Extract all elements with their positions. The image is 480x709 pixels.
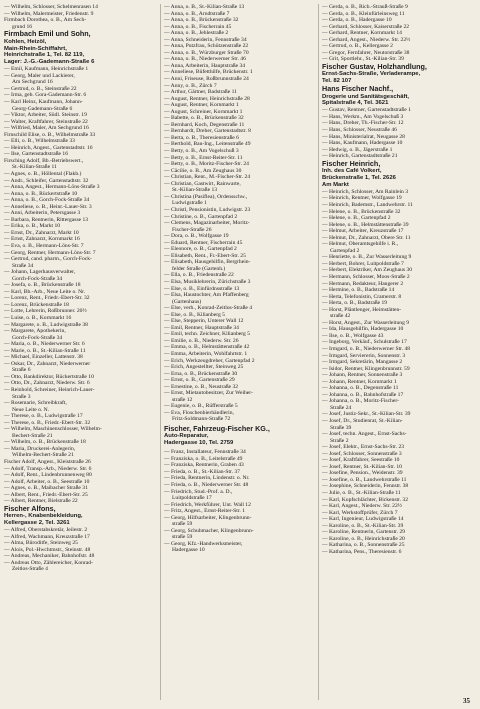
- directory-entry: — Eugenie, o. B., Rüfferstraße 5: [164, 403, 238, 410]
- directory-entry: — Wilfried, Maler, Am Sechgrund 16: [4, 125, 89, 132]
- directory-entry: — Anni, Friseuse, Roßbrunnstraße 24: [164, 76, 249, 83]
- directory-entry: — Elisabeth, Rent., Fr.-Ebert-Str. 25: [164, 252, 246, 259]
- directory-entry: — Alfred, Wachmann, Kreuzstraße 17: [4, 533, 90, 540]
- directory-entry: — Anni, Arbeiterin, Petersgasse 3: [4, 210, 81, 217]
- directory-entry: Luitpoldstraße 17: [172, 495, 212, 502]
- directory-entry: — Anna, o. B., Brückenstraße 32: [164, 17, 239, 24]
- directory-entry: — Gerhard, Rentner, Kornmarkt 14: [322, 30, 402, 37]
- directory-entry: — Albert, Rent., Friedr.-Ebert-Str. 25: [4, 491, 88, 498]
- directory-entry: — Agnes, o. B., Maibacher Straße 31: [4, 485, 88, 492]
- directory-entry: Straße 6: [12, 367, 31, 374]
- directory-entry: — Lorenz, Brückenstraße 18: [4, 301, 69, 308]
- directory-entry: Straße 24: [330, 404, 352, 411]
- directory-entry: — Andreas Otto, Zählereicher, Konrad-: [4, 559, 93, 566]
- directory-entry: — Marie, o. B., St.-Kilian-Straße 11: [4, 347, 86, 354]
- column-divider: [318, 4, 319, 700]
- directory-entry: — Alois, Pol.-Hwchtmstr., Steinstr. 48: [4, 546, 91, 553]
- directory-entry: — Gerhard, Schlosser, Kaiserstraße 22: [322, 23, 410, 30]
- directory-entry: — Ernst, o. B., Gartenstraße 29: [164, 377, 235, 384]
- directory-entry: — Josef, techn. Angest., Ernst-Sachs-: [322, 431, 407, 438]
- directory-entry: — Berta, o. B., Theresienstraße 6: [164, 134, 239, 141]
- directory-entry: — Wilhelm, o. B., Brückenstraße 18: [4, 439, 86, 446]
- directory-entry: — Karl, Kopfschlächter, Bickenstr. 32: [322, 496, 408, 503]
- directory-entry: — Ilse, Gartenstadtstraße 16: [4, 151, 68, 158]
- directory-entry: — Bernhardt, Dreher, Gartenstadtstr. 8: [164, 128, 251, 135]
- directory-entry: — Heinrich, Schlosser, Am Rainlein 3: [322, 188, 409, 195]
- directory-entry: — Maria, o. B., Niederwerner Str. 6: [4, 341, 85, 348]
- business-detail: Kohlen, Heizöl,: [4, 38, 47, 45]
- directory-entry: — Gertrud, o. B., Kellergasse 2: [322, 43, 393, 50]
- directory-entry: — Eleonore, o. B., Gartenpfad 2: [164, 246, 237, 253]
- directory-entry: — Gerhard, Angest., Niederw. Str. 22½: [322, 36, 411, 43]
- directory-entry: — Betty, o. B., Moritz-Fischer-Str. 24: [164, 161, 249, 168]
- directory-entry: — Emil, Kaufmann, Heinrichstraße 1: [4, 66, 89, 73]
- directory-entry: — Karoline, o. B., Heinrichstraße 20: [322, 535, 405, 542]
- directory-entry: — Anneliese, Büfetthilfe, Brückenstr. 1: [164, 69, 253, 76]
- directory-entry: — Karl, Angest., Niederw. Str. 22½: [322, 503, 402, 510]
- directory-entry: — Wilhelm, Malermeister, Friedenstr. 9: [4, 10, 94, 17]
- directory-entry: — Margarete, Apothekerin,: [4, 328, 66, 335]
- directory-entry: — Heinrich, Gartenstadtstraße 21: [322, 153, 398, 160]
- business-detail: Spitalstraße 4, Tel. 3621: [322, 100, 389, 107]
- directory-entry: — Karoline, Rentnerin, Gartenstr. 29: [322, 529, 406, 536]
- directory-entry: — August, Rentner, Kornmarkt 1: [164, 102, 239, 109]
- directory-entry: — Adolf, Arbeiter, o. B., Seestraße 10: [4, 478, 90, 485]
- directory-entry: grund 16: [12, 23, 33, 30]
- directory-entry: — Otto, Dr., Zahnarzt, Niederw. Str. 6: [4, 380, 90, 387]
- directory-entry: — Erna, o. B., Brückenstraße 30: [164, 370, 238, 377]
- page-number: 35: [463, 697, 470, 705]
- directory-entry: — Elisabeth, Hausgehilfin, Bergrhein-: [164, 259, 251, 266]
- directory-entry: — Hermann, Schlosser, Moos-Straße 2: [322, 273, 410, 280]
- directory-entry: — Hermine, o. B., Badstraße 14: [322, 287, 395, 294]
- directory-entry: — Karl, Bb.-Arb., Neue Leite o. Nr.: [4, 288, 86, 295]
- directory-entry: — Franziska, Rentnerin, Graben 43: [164, 462, 244, 469]
- directory-entry: — Grit, Sportlehr., St.-Kilian-Str. 39: [322, 56, 404, 63]
- directory-entry: — Andreas, Mechaniker, Bahnhofstr. 48: [4, 553, 95, 560]
- directory-entry: — Christian, Rent., M.-Fischer-Str. 24: [164, 174, 251, 181]
- directory-entry: St.-Kilian-Straße 11: [12, 164, 57, 171]
- directory-entry: — Heinrich, Rentner, Wolfgasse 19: [322, 195, 402, 202]
- business-detail: Heinrichstraße 1, Tel. 82 119,: [4, 52, 85, 59]
- directory-entry: Georg-Gademann-Straße 6: [12, 105, 73, 112]
- directory-entry: — Margarete, o. B., Ludwigstraße 38: [4, 321, 88, 328]
- directory-entry: — Gertrud, o. B., Steinstraße 22: [4, 85, 77, 92]
- directory-entry: — Christina (Pasiflea), Ordensschw.,: [164, 193, 248, 200]
- directory-entry: — Anny, o. B., Zürch 7: [164, 82, 217, 89]
- directory-entry: — Anna, Angest., Hermann-Löns-Straße 3: [4, 184, 100, 191]
- directory-entry: — Helmut, Dr., Zahnarzt, Obere Str. 11: [322, 234, 411, 241]
- directory-entry: — Ernst, Mietautobesitzer, Zur Weiher-: [164, 390, 253, 397]
- directory-entry: — Anneliese, o. B., Heinr.-Lauer-Str. 3: [4, 203, 92, 210]
- directory-entry: — Ernst, Zahnarzt, Kornmarkt 16: [4, 236, 80, 243]
- directory-entry: St.-Kilian-Straße 13: [172, 187, 218, 194]
- directory-entry: — Anna, o. B., Niederwerner Str. 46: [164, 56, 246, 63]
- directory-entry: — Herbert, Elektriker, Am Zeughaus 30: [322, 267, 413, 274]
- directory-entry: — Johanna, o. B., Moritz-Fischer-: [322, 398, 399, 405]
- directory-entry: — Georg, Rentner, Hermann-Löns-Str. 7: [4, 249, 96, 256]
- directory-entry: — Fritz, Angest., Ernst-Reiter-Str. 1: [164, 508, 245, 515]
- directory-entry: — Katharina, Pens., Theresienstr. 6: [322, 548, 402, 555]
- directory-entry: — Anna, o. B., Rückertstraße 10: [4, 190, 78, 197]
- directory-entry: — Albert, Rentner, Bielstraße 22: [4, 498, 78, 505]
- directory-entry: — Georg, Kfz.-Handwerksmeister,: [164, 540, 243, 547]
- business-heading: Hans Fischer Nachf.,: [322, 85, 394, 94]
- directory-entry: (Gartenhaus): [172, 298, 202, 305]
- directory-entry: — Anna, o. B., Gorch-Fock-Straße 34: [4, 197, 90, 204]
- directory-entry: — Barbara, Rentnerin, Rittergasse 13: [4, 216, 89, 223]
- directory-entry: — Christine, o. B., Gartenpfad 2: [164, 213, 238, 220]
- directory-entry: — Helene, o. B., Brückenstraße 32: [322, 208, 401, 215]
- directory-entry: straße 59: [172, 521, 193, 528]
- directory-entry: — Cäcilie, o. B., Am Zeughaus 30: [164, 167, 242, 174]
- directory-entry: — Karl Heinz, Kaufmann, Johann-: [4, 98, 83, 105]
- directory-entry: — Reinhold, Schreiner, Heinrich-Lauer-: [4, 387, 95, 394]
- directory-entry: — Herta, Telefonistin, Cramerstr. 8: [322, 293, 402, 300]
- directory-entry: — Johann, Rentner, Kornmarkt 1: [322, 378, 397, 385]
- business-heading: Fischer Alfons,: [4, 504, 56, 513]
- directory-entry: — Rosemarie, Schreibkraft,: [4, 400, 67, 407]
- directory-entry: — Gertrud, cand. pharm., Gorch-Fock-: [4, 256, 92, 263]
- directory-entry: — Ilse, o. B., Wolfgasse 43: [322, 332, 384, 339]
- directory-entry: — Else, o. B., Einfürdnsstraße 13: [164, 285, 240, 292]
- column-1: [4, 4, 156, 700]
- directory-entry: — Agnes, o. B., Höllental (Flakb.): [4, 170, 82, 177]
- directory-entry: — Else, o. B., Kilianberg 5: [164, 311, 225, 318]
- directory-entry: — Josef, Schlosser, Sonnenstraße 3: [322, 450, 402, 457]
- directory-entry: — Emilie, o. B., Niederw. Str. 26: [164, 337, 239, 344]
- directory-entry: — Anna, o. B., Jehlestraße 2: [164, 30, 229, 37]
- directory-entry: — Franziska, o. B., Leitelstraße 49: [164, 455, 243, 462]
- directory-entry: — Anna, o. B., Würzburger Straße 70: [164, 49, 249, 56]
- column-2: [164, 4, 316, 700]
- business-heading: Firmbach Emil und Sohn,: [4, 30, 91, 39]
- directory-entry: — Helmut, Arbeiter, Kreuzstraße 17: [322, 228, 404, 235]
- directory-entry: — Eduard, Rentner, Fischerrain 45: [164, 239, 243, 246]
- directory-entry: — Anna, o. B., St.-Kilian-Straße 13: [164, 4, 245, 10]
- directory-entry: — Luise, o. B., Kornmarkt 16: [4, 315, 72, 321]
- directory-entry: Gartenpfad 2: [330, 247, 360, 254]
- directory-entry: — Josefine, Pension., Weidenstr. 39: [322, 470, 403, 477]
- directory-entry: — Michael, Einzeller, Lattenstr. 38: [4, 354, 83, 361]
- directory-entry: — Ella, o. B., Friedenstraße 22: [164, 272, 234, 279]
- directory-entry: — Emil, Rentner, Hauptstraße 34: [164, 324, 239, 331]
- business-detail: Herren-, Knabenbekleidung,: [4, 513, 83, 520]
- directory-entry: — Irmgard, Sekretärin, Mangasse 2: [322, 359, 403, 366]
- directory-entry: Firmbach Dorothea, o. B., Am Sech-: [4, 17, 87, 24]
- directory-entry: — Josef, Elektr., Ernst-Sachs-Str. 23: [322, 444, 405, 451]
- directory-entry: Fischer Adolf, Angest., Kleiststraße 26: [4, 459, 91, 466]
- directory-entry: — Dora, o. B., Wolfgasse 19: [164, 233, 229, 240]
- directory-entry: — Karoline, o. B., St.-Kilian-Str. 39: [322, 522, 404, 529]
- directory-entry: — Herta, o. B., Badstraße 19: [322, 300, 388, 307]
- business-heading: Fischer Gustav, Holzhandlung,: [322, 62, 427, 71]
- directory-entry: — Johann, Rentner, Sonnenstraße 3: [322, 372, 403, 379]
- directory-entry: — Katharina, o. B., Sonnenstraße 25: [322, 542, 405, 549]
- directory-entry: — Alfred, Oberstabskretär, Jeilestr. 2: [4, 527, 88, 534]
- directory-entry: — Adolf, Rent., Lindenbrunnenweg 80: [4, 472, 92, 479]
- directory-entry: — Frieda, Rentnerin, Lindenstr. o. Nr.: [164, 475, 250, 482]
- directory-entry: — Gustav, Rentner, Gartenstadtstraße 1: [322, 107, 411, 114]
- directory-entry: — Henriette, o. B., Zur Wasserleitung 9: [322, 254, 412, 261]
- directory-entry: — Josefa, o. B., Brückenstraße 18: [4, 282, 81, 289]
- directory-entry: — Georg, Hilfsarbeiter, Klingenbrunn-: [164, 514, 252, 521]
- directory-entry: — Emma, Arbeiterin, Wohlfahrtstr. 1: [164, 350, 248, 357]
- directory-entry: Am Sechgrund 16: [12, 79, 53, 86]
- directory-entry: — Gerda, o. B., Rich.-Strauß-Straße 9: [322, 4, 408, 10]
- directory-entry: — Johanna, o. B., Degenstraße 11: [322, 385, 399, 392]
- directory-entry: — Heinrich, Bademstr., Landwehrstr. 11: [322, 201, 413, 208]
- directory-entry: — Anna, Arbeiterin, Hauptstraße 34: [164, 62, 246, 69]
- directory-entry: — Horst, Pläntlenger, Heimstätten-: [322, 306, 402, 313]
- business-detail: Tel. 82 107: [322, 78, 352, 85]
- business-detail: Hadergasse 10, Tel. 2759: [164, 440, 234, 447]
- directory-entry: — Betty, o. B., Ernst-Reiter-Str. 11: [164, 154, 243, 161]
- business-detail: Drogerie und Sanitätsgeschäft,: [322, 93, 410, 100]
- directory-entry: — Otto, Bankdirektor, Rückertstraße 10: [4, 373, 94, 380]
- directory-entry: — Josephine, Schneiderin, Fennstr. 38: [322, 483, 409, 490]
- directory-entry: — August, Rentner, Heinrichstraße 28: [164, 95, 250, 102]
- directory-entry: — Christl, Pensionistin, Ludwigstr. 23: [164, 206, 251, 213]
- business-heading: Fischer Heinrich,: [322, 159, 381, 168]
- directory-entry: — Eva, o. B., Hermann-Löns-Str. 7: [4, 242, 84, 249]
- directory-entry: — Karl, Ingenieur, Ludwigstraße 14: [322, 516, 404, 523]
- directory-entry: — Arthur, Gärtner, Badstraße 11: [164, 89, 237, 96]
- directory-entry: — Therese, o. B., Friedr.-Ebert-Str. 32: [4, 419, 91, 426]
- directory-entry: — Hans, Dreher, Th.-Fischer-Str. 12: [322, 120, 404, 127]
- directory-entry: Zeitlos-Straße 4: [12, 566, 48, 573]
- directory-entry: — Betty, o. B., Am Vogelschuß 3: [164, 148, 239, 155]
- directory-entry: — Ida, Hausgehilfin, Hadergasse 10: [322, 326, 404, 333]
- directory-entry: — Josef, Justiz-Sekr., St.-Kilian-Str. 39: [322, 411, 411, 418]
- business-detail: Ernst-Sachs-Straße, Verladerampe,: [322, 71, 421, 78]
- directory-entry: — Anna, Putzfrau, Schützenstraße 22: [164, 43, 249, 50]
- directory-entry: — Elsa, Musiklehrerin, Zürichstraße 3: [164, 278, 251, 285]
- directory-entry: — Hedwig, o. B., Jägerstraße 1: [322, 146, 393, 153]
- directory-entry: — Ernestine, o. B., Neustraße 32: [164, 383, 239, 390]
- directory-entry: — August, Schreiner, Kornmarkt 1: [164, 108, 243, 115]
- directory-entry: — Lotte, Lehrerin, Roßbrunner. 20½: [4, 308, 87, 315]
- directory-entry: Firsching Adolf, Bb.-Betriebswert.,: [4, 157, 84, 164]
- directory-entry: — Johann, Lagerhausverwalter,: [4, 269, 76, 276]
- directory-entry: — Oskar, Dr., Zahnarzt, Niederwerner: [4, 360, 91, 367]
- directory-entry: — Julie, o. B., St.-Kilian-Straße 11: [322, 490, 401, 497]
- directory-entry: straße 12: [172, 396, 193, 403]
- directory-entry: — Helene, o. B., Gartenpfad 2: [322, 215, 391, 222]
- directory-entry: — Josef, Rentner, St.-Kilian-Str. 10: [322, 463, 402, 470]
- directory-entry: — Adolf, Transp.-Arb., Niederw. Str. 6: [4, 465, 92, 472]
- business-heading: Fischer, Fahrzeug-Fischer KG.,: [164, 425, 270, 433]
- directory-entry: — Christian, Gastwirt, Rainwarte,: [164, 180, 241, 187]
- directory-entry: Ludwigstraße 1: [172, 200, 207, 207]
- directory-entry: — Josef, Kraftfahrer, Seestraße 10: [322, 457, 400, 464]
- directory-entry: — Anna, Schneiderin, Fennstraße 34: [164, 36, 247, 43]
- directory-entry: — Erich, Werkzeugdreher, Gartenpfad 2: [164, 357, 255, 364]
- directory-entry: — Irmgard, Serviererin, Sonnenstr. 3: [322, 352, 406, 359]
- directory-entry: — Gerda, o. B., Kleinfürleinsweg 11: [322, 10, 405, 17]
- directory-entry: — Horst, Angest., Zur Wasserleitung 9: [322, 319, 410, 326]
- directory-entry: — Berthold, Bau-Ing., Leitenstraße 49: [164, 141, 251, 148]
- business-detail: Am Markt: [322, 181, 349, 188]
- directory-entry: — Ernst, Dr., Zahnarzt, Markt 10: [4, 229, 79, 236]
- directory-entry: — Wilhelm, Maschinenschlosser, Wilhelm-: [4, 426, 102, 433]
- directory-entry: — Gregor, Fernfahrer, Neutorstraße 38: [322, 49, 410, 56]
- directory-entry: — Hans, Ministerialrat, Neugasse 28: [322, 133, 405, 140]
- directory-entry: — Elli, o. B., Wilhelmstraße 33: [4, 138, 75, 145]
- directory-entry: Hadergasse 10: [172, 547, 205, 554]
- business-detail: Auto-Reparatur,: [164, 433, 209, 440]
- directory-entry: — Friedrich, Stud.-Prof. a. D.,: [164, 488, 233, 495]
- directory-entry: — Anna, o. B., Fischerrain 45: [164, 23, 232, 30]
- directory-entry: Straße 39: [330, 424, 352, 431]
- business-detail: Kellergasse 2, Tel. 3261: [4, 520, 70, 527]
- directory-entry: — Karl, Werkstoffprüfer, Zürch 7: [322, 509, 398, 516]
- directory-entry: Fischer-Straße 26: [172, 226, 212, 233]
- directory-entry: — Irma, geb. Gora-Gademann-Str. 6: [4, 92, 87, 99]
- directory-entry: Bechert-Straße 21: [12, 432, 53, 439]
- directory-entry: — Frieda, o. B., St.-Kilian-Str. 37: [164, 468, 240, 475]
- directory-entry: Straße 34: [12, 262, 34, 269]
- directory-entry: — Friedrich, Werkführer, Unt. Wall 12: [164, 501, 251, 508]
- directory-entry: — Heinrich, Angest., Gartenstadtstr. 16: [4, 144, 93, 151]
- directory-entry: — Else, verh., Konrad-Zeitlos-Straße 4: [164, 305, 253, 312]
- directory-entry: — Herbert, Bohrer, Luitpoldstraße 7: [322, 260, 404, 267]
- directory-entry: felder Straße (Gartenh.): [172, 265, 226, 272]
- directory-entry: — Emil, techn. Zeichner, Kilianberg 5: [164, 331, 251, 338]
- business-detail: Lager: J.-G.-Gademann-Straße 6: [4, 59, 95, 66]
- directory-entry: — Georg, Maler und Lackierer,: [4, 72, 75, 79]
- directory-entry: Straße 2: [330, 437, 349, 444]
- business-detail: Brückenstraße 1, Tel. 2626: [322, 175, 396, 182]
- directory-entry: — Hermann, Redakteur, Hangerer 2: [322, 280, 404, 287]
- directory-entry: — Erich, Angestellter, Steinweg 25: [164, 364, 244, 371]
- directory-entry: — Andr., Schleifer, Gartenstadtstr. 32: [4, 177, 89, 184]
- business-detail: Main-Rhein-Schiffahrt,: [4, 45, 67, 52]
- directory-entry: — Hans, Werkm., Am Vogelschuß 3: [322, 113, 404, 120]
- directory-entry: — Emma, o. B., Helmstättenstraße 42: [164, 344, 250, 351]
- directory-entry: — Anna, o. B., Arndtstraße 7: [164, 10, 230, 17]
- directory-entry: — Therese, o. B., Ludwigstraße 17: [4, 413, 83, 420]
- directory-entry: — Hans, Kaufmann, Hadergasse 10: [322, 140, 403, 147]
- directory-entry: — Josefine, o. B., Landwehrstraße 11: [322, 476, 407, 483]
- directory-entry: — Frieda, o. B., Niederwerner Str. 48: [164, 481, 249, 488]
- directory-entry: Wilhelm-Bechert-Straße 21: [12, 452, 74, 459]
- directory-entry: — Elsa, Haustochter, Am Pfaffenberg: [164, 292, 249, 299]
- directory-entry: — Georg, Schuhmacher, Klingenbrunn-: [164, 527, 254, 534]
- directory-entry: — Hans, Schlosser, Neustraße 46: [322, 127, 397, 133]
- directory-entry: — Franz, Installateur, Fennstraße 34: [164, 449, 246, 456]
- directory-entry: — Clemens, Magazinarbeiter, Moritz-: [164, 220, 250, 227]
- directory-entry: — Maria, Druckerei-Anlegerin,: [4, 445, 76, 452]
- directory-entry: Neue Leite o. N.: [12, 406, 50, 413]
- directory-entry: — Helmut, Oberamtsgehilfe i. R.,: [322, 241, 399, 248]
- directory-entry: — Wilhelm, Schlosser, Schelmenrasen 14: [4, 4, 98, 10]
- directory-entry: — Else, Stepperin, Unterer Wall 12: [164, 318, 244, 325]
- business-detail: Inh. des Café Volkert,: [322, 168, 382, 175]
- directory-entry: — Eva, Floschenbierhändlerin,: [164, 409, 234, 416]
- directory-entry: straße 42: [330, 313, 351, 320]
- directory-entry: Firnschild Elise, o. B., Wilhelmstraße 33: [4, 131, 96, 138]
- directory-entry: — Viktor, Arbeiter, Südl. Steinstr. 19: [4, 112, 87, 119]
- directory-entry: Gorch-Fock-Straße 34: [12, 275, 63, 282]
- directory-entry: — Lorenz, Rent., Friedr.-Ebert-Str. 32: [4, 295, 90, 302]
- directory-entry: — Ingeborg, Verkäuf., Schulstraße 17: [322, 339, 407, 346]
- directory-entry: straße 59: [172, 534, 193, 541]
- directory-entry: — Josef, Dr., Studienrat, St.-Kilian-: [322, 418, 403, 424]
- directory-entry: Gorch-Fock-Straße 34: [12, 334, 63, 341]
- directory-entry: — Isidor, Rentner, Klingenbrunnstr. 59: [322, 365, 410, 372]
- directory-entry: — Babette, o. B., Brückenstraße 32: [164, 115, 244, 122]
- directory-entry: — Alma, Büroditfe, Steinweg 25: [4, 540, 78, 547]
- column-3: [322, 4, 474, 700]
- directory-entry: — Erika, o. B., Markt 10: [4, 223, 61, 230]
- directory-entry: Straße 3: [12, 393, 31, 400]
- column-divider: [160, 4, 161, 700]
- directory-entry: — Walter, Kraftfahrer, Steinstraße 22: [4, 118, 88, 125]
- directory-entry: — Bernhard, Koch, Degenstraße 11: [164, 121, 245, 128]
- directory-entry: — Irmgard, o. B., Niederwerner Str. 48: [322, 345, 411, 352]
- directory-entry: — Johanna, o. B., Bahnhofstraße 17: [322, 391, 404, 398]
- directory-entry: — Helene, o. B., Helmstättenstraße 39: [322, 221, 409, 228]
- directory-entry: Fritz-Soldmann-Straße 72: [172, 416, 231, 423]
- directory-entry: — Gerda, o. B., Hadergasse 10: [322, 17, 392, 24]
